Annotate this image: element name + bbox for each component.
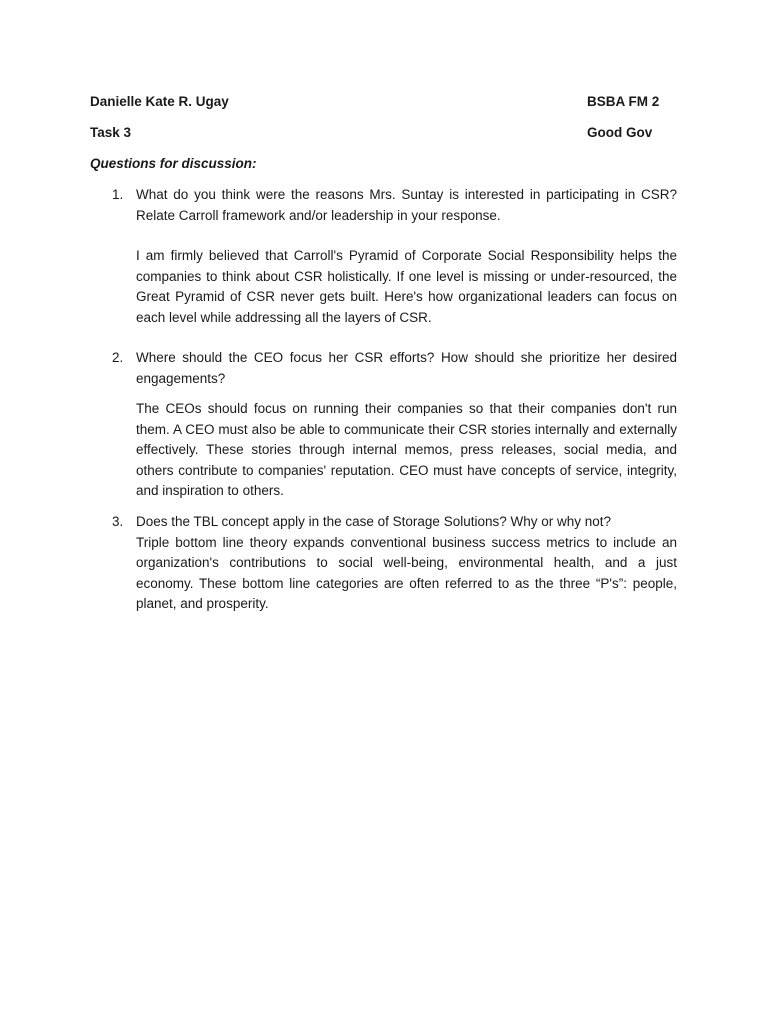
course-label: BSBA FM 2 — [587, 94, 660, 109]
answer-text: I am firmly believed that Carroll's Pyramid of Corporate Social Responsibility helps the companies to think about CSR holistically. If one level is missing or under-resourced, the Great Pyramid of CSR never gets built. Here's how organizational leaders can focus on each level while addressing all the layers of CSR. — [136, 248, 677, 325]
questions-heading: Questions for discussion: — [90, 156, 257, 171]
item-number: 1. — [112, 187, 124, 202]
question-text: Where should the CEO focus her CSR efforts? How should she prioritize her desired engagements? — [136, 350, 677, 386]
item-number: 3. — [112, 514, 124, 529]
student-name: Danielle Kate R. Ugay — [90, 94, 229, 109]
task-label: Task 3 — [90, 125, 132, 140]
answer-text: Triple bottom line theory expands conventional business success metrics to include an organization's contributions to social well-being, environmental health, and a just economy. These bottom line categories are often referred to as the three “P's”: people, planet, and prosperity. — [136, 534, 677, 611]
answer-text: The CEOs should focus on running their companies so that their companies don't run them. A CEO must also be able to communicate their CSR stories internally and externally effectively. These stories through internal memos, press releases, social media, and others contribute to companies' reputation. CEO must have concepts of service, integrity, and inspiration to others. — [136, 401, 677, 498]
item-number: 2. — [112, 350, 124, 365]
question-text: Does the TBL concept apply in the case of Storage Solutions? Why or why not? — [136, 514, 612, 529]
list-item — [90, 512, 677, 615]
subject-label: Good Gov — [587, 125, 653, 140]
question-text: What do you think were the reasons Mrs. Suntay is interested in participating in CSR? Relate Carroll framework and/or leadership in your response. — [136, 187, 677, 223]
list-item — [90, 348, 677, 502]
list-item — [90, 185, 677, 328]
